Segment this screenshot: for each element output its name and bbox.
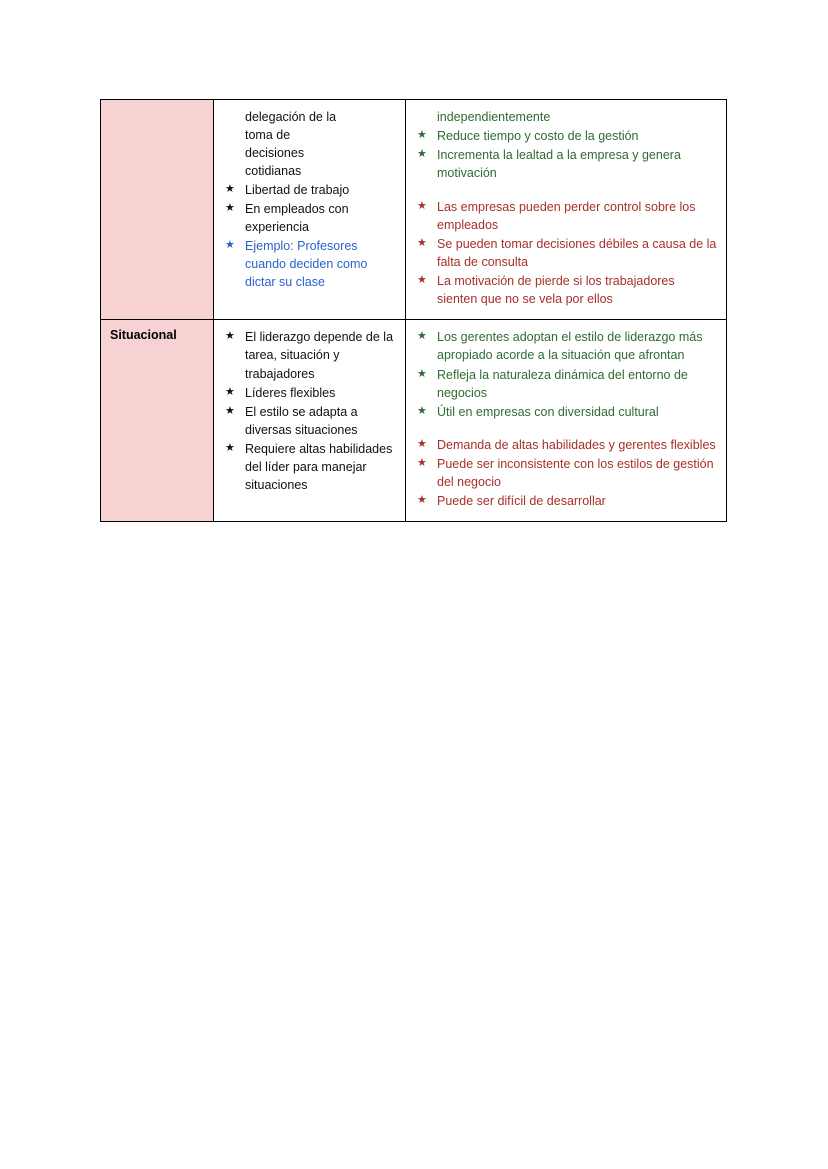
star-icon: ★ bbox=[225, 201, 235, 214]
row-pros-cons-cell bbox=[406, 320, 727, 522]
star-icon: ★ bbox=[417, 129, 427, 142]
lead-line: cotidianas bbox=[245, 164, 302, 179]
list-item bbox=[415, 146, 717, 182]
list-item-text: Puede ser difícil de desarrollar bbox=[437, 494, 606, 509]
star-icon: ★ bbox=[417, 199, 427, 212]
list-item-text: Libertad de trabajo bbox=[245, 182, 350, 197]
star-icon: ★ bbox=[417, 404, 427, 417]
star-icon: ★ bbox=[417, 236, 427, 249]
pros-list bbox=[415, 127, 717, 182]
list-item bbox=[415, 198, 717, 234]
list-spacer bbox=[415, 422, 717, 436]
lead-line: decisiones bbox=[245, 146, 305, 161]
list-item-text: Los gerentes adoptan el estilo de liderazgo más apropiado acorde a la situación que afrontan bbox=[437, 330, 703, 363]
star-icon: ★ bbox=[225, 404, 235, 417]
list-item-text: Reduce tiempo y costo de la gestión bbox=[437, 129, 639, 144]
list-item-text: Las empresas pueden perder control sobre los empleados bbox=[437, 199, 696, 232]
list-item-text: Se pueden tomar decisiones débiles a causa de la falta de consulta bbox=[437, 236, 717, 269]
list-item bbox=[223, 440, 396, 494]
list-item bbox=[415, 455, 717, 491]
list-item bbox=[415, 328, 717, 364]
row-characteristics-cell bbox=[214, 100, 406, 320]
list-item-text: El estilo se adapta a diversas situaciones bbox=[245, 404, 358, 437]
list-item-text: Líderes flexibles bbox=[245, 385, 336, 400]
star-icon: ★ bbox=[225, 182, 235, 195]
list-item-text: Demanda de altas habilidades y gerentes flexibles bbox=[437, 437, 716, 452]
star-icon: ★ bbox=[225, 442, 235, 454]
row-pros-cons-cell bbox=[406, 100, 727, 320]
list-item-text: Incrementa la lealtad a la empresa y genera motivación bbox=[437, 148, 681, 181]
lead-line: delegación de la bbox=[245, 110, 337, 124]
list-spacer bbox=[415, 184, 717, 198]
list-item bbox=[415, 492, 717, 510]
list-item bbox=[415, 436, 717, 454]
lead-lines bbox=[245, 108, 396, 181]
star-icon: ★ bbox=[417, 148, 427, 161]
star-icon: ★ bbox=[417, 367, 427, 380]
pros-list bbox=[415, 328, 717, 421]
list-item bbox=[223, 403, 396, 439]
cons-list bbox=[415, 436, 717, 511]
star-icon: ★ bbox=[417, 457, 427, 469]
list-item-text: Útil en empresas con diversidad cultural bbox=[437, 404, 659, 419]
list-item-text: En empleados con experiencia bbox=[245, 201, 349, 234]
star-icon: ★ bbox=[225, 385, 235, 398]
table-row bbox=[101, 320, 727, 522]
star-icon: ★ bbox=[417, 437, 427, 450]
list-item bbox=[223, 237, 396, 291]
row-label-cell bbox=[101, 100, 214, 320]
characteristics-list bbox=[223, 328, 396, 494]
table-row bbox=[101, 100, 727, 320]
list-item-text: Refleja la naturaleza dinámica del entorno de negocios bbox=[437, 367, 688, 400]
list-item bbox=[223, 328, 396, 382]
list-item bbox=[223, 200, 396, 236]
list-item-text: La motivación de pierde si los trabajadores sienten que no se vela por ellos bbox=[437, 274, 675, 307]
star-icon: ★ bbox=[225, 238, 235, 251]
list-item bbox=[415, 272, 717, 308]
list-item bbox=[415, 403, 717, 421]
lead-line: independientemente bbox=[437, 110, 551, 124]
row-characteristics-cell bbox=[214, 320, 406, 522]
characteristics-list bbox=[223, 181, 396, 292]
list-item-text: Puede ser inconsistente con los estilos de gestión del negocio bbox=[437, 457, 714, 490]
lead-line: toma de bbox=[245, 128, 291, 143]
list-item bbox=[223, 384, 396, 402]
list-item bbox=[223, 181, 396, 199]
list-item bbox=[415, 366, 717, 402]
leadership-styles-table bbox=[100, 99, 727, 522]
row-label-cell bbox=[101, 320, 214, 522]
row-label-text: Situacional bbox=[110, 328, 177, 343]
lead-lines bbox=[415, 108, 717, 126]
star-icon: ★ bbox=[417, 274, 427, 286]
list-item bbox=[415, 127, 717, 145]
list-item bbox=[415, 235, 717, 271]
list-item-text: El liderazgo depende de la tarea, situación y trabajadores bbox=[245, 330, 394, 381]
star-icon: ★ bbox=[225, 330, 235, 343]
list-item-text: Requiere altas habilidades del líder para manejar situaciones bbox=[245, 442, 393, 493]
list-item-text: Ejemplo: Profesores cuando deciden como dictar su clase bbox=[245, 238, 368, 290]
cons-list bbox=[415, 198, 717, 309]
star-icon: ★ bbox=[417, 330, 427, 343]
star-icon: ★ bbox=[417, 494, 427, 507]
